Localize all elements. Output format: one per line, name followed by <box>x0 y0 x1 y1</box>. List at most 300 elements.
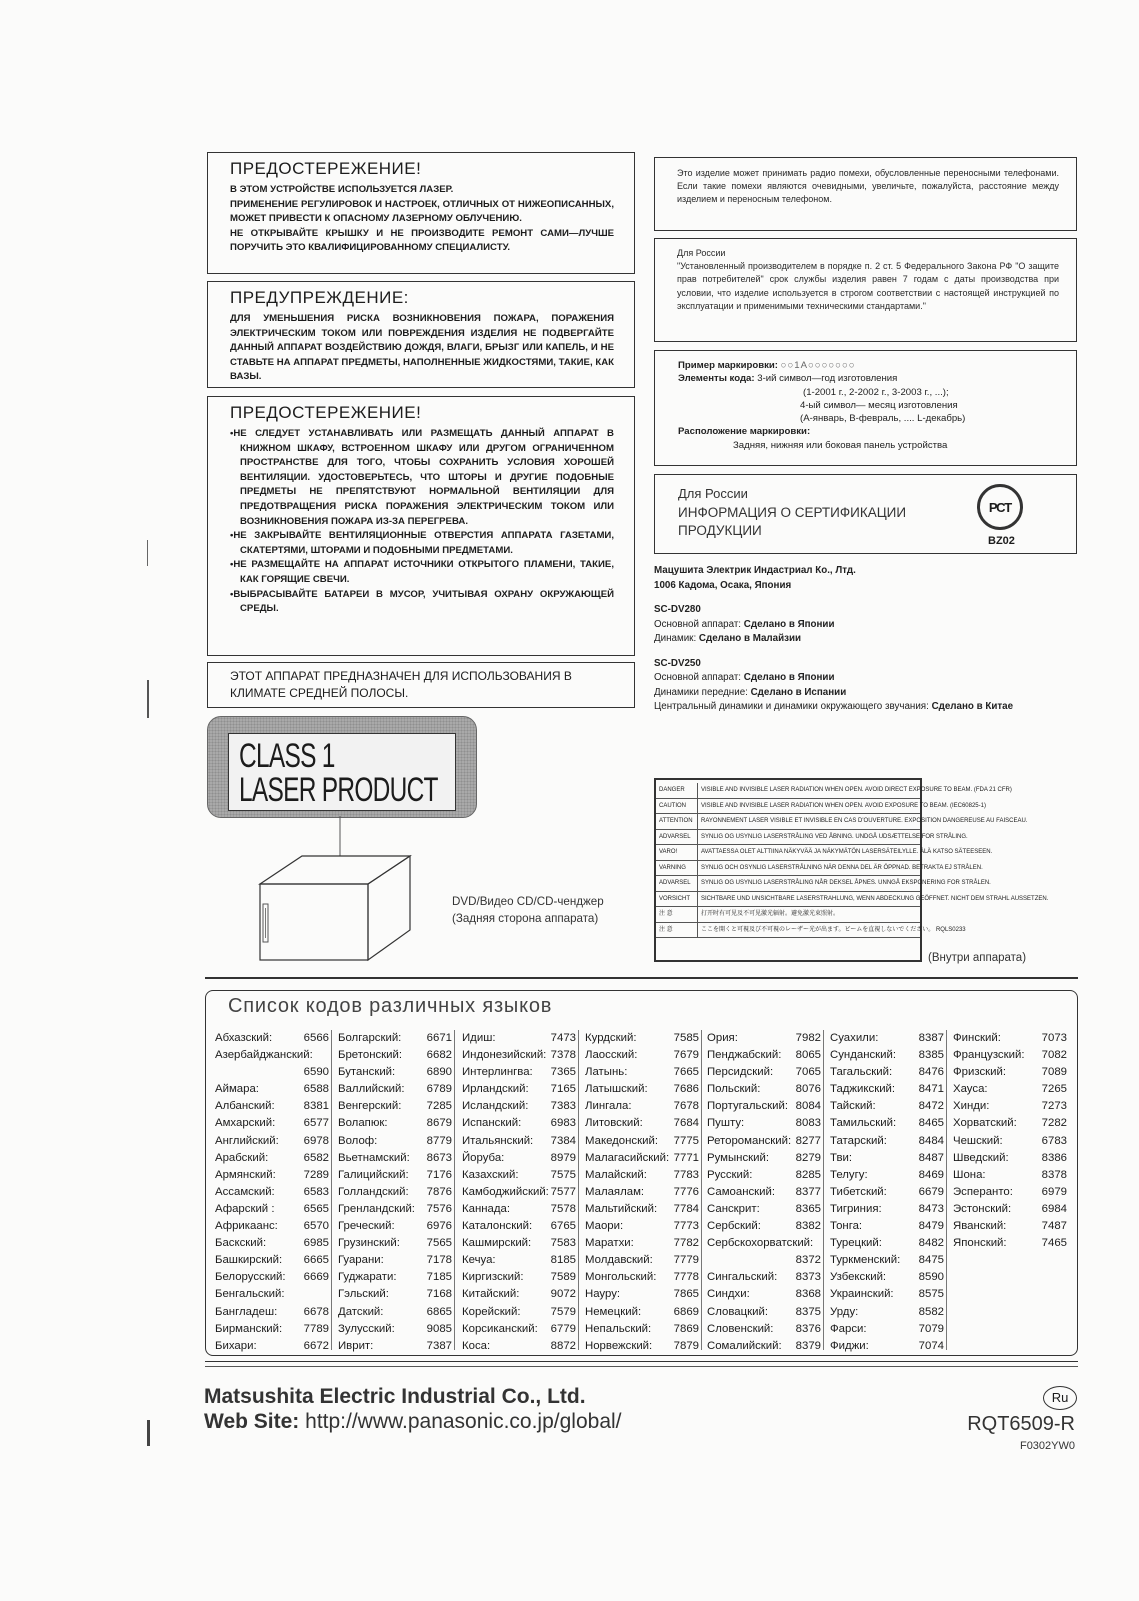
language-name: Малайский: <box>585 1168 647 1181</box>
language-column <box>213 1030 332 1350</box>
language-name: Аймара: <box>215 1083 259 1096</box>
marking-elements-line: 4-ый символ— месяц изготовления <box>800 399 958 411</box>
laser-warning-row <box>656 799 986 815</box>
warning-box <box>207 281 635 388</box>
language-name: Идиш: <box>462 1032 496 1044</box>
language-row <box>828 1030 946 1047</box>
language-code: 8376 <box>795 1322 821 1335</box>
language-name: Словацкий: <box>707 1305 768 1318</box>
language-code: 7876 <box>426 1185 452 1198</box>
laser-warning-caption: (Внутри аппарата) <box>928 952 1027 964</box>
laser-warning-key: VARNING <box>656 861 698 876</box>
language-row <box>213 1081 331 1098</box>
language-code: 8476 <box>918 1066 944 1079</box>
language-name: Зулусский: <box>338 1322 395 1335</box>
language-name: Белорусский: <box>215 1271 286 1284</box>
language-code: 8382 <box>795 1220 821 1233</box>
rst-logo-text: РСТ <box>988 499 1012 515</box>
language-code: 6985 <box>303 1237 329 1250</box>
language-row <box>951 1218 1069 1235</box>
language-code: 8465 <box>918 1117 944 1130</box>
language-code: 7074 <box>918 1339 944 1352</box>
language-row <box>213 1252 331 1269</box>
language-row <box>213 1235 331 1252</box>
language-row <box>828 1064 946 1081</box>
language-code: 8379 <box>795 1339 821 1352</box>
language-code: 6765 <box>550 1220 576 1233</box>
language-row <box>460 1115 578 1132</box>
warning-text: ДЛЯ УМЕНЬШЕНИЯ РИСКА ВОЗНИКНОВЕНИЯ ПОЖАРА, ПОРАЖЕНИЯ ЭЛЕКТРИЧЕСКИМ ТОКОМ ИЛИ ПОВРЕЖДЕНИЯ ИЗДЕЛИЯ НЕ ПОДВЕРГАЙТЕ ДАННЫЙ АППАРАТ ВОЗДЕЙСТВИЮ ДОЖДЯ, ВЛАГИ, БРЫЗГ ИЛИ КАПЕЛЬ, И НЕ СТАВЬТЕ НА АППАРАТ ПРЕДМЕТЫ, НАПОЛНЕННЫЕ ЖИДКОСТЯМИ, ТАКИЕ, КАК ВАЗЫ. <box>230 313 614 383</box>
laser-warning-row <box>656 830 968 846</box>
language-code: 7176 <box>426 1168 452 1181</box>
maker-line2: 1006 Кадома, Осака, Япония <box>654 579 792 591</box>
language-name: Латынь: <box>585 1066 628 1079</box>
language-code: 7771 <box>673 1151 699 1164</box>
language-name: Абхазский: <box>215 1032 273 1044</box>
laser-class-inner <box>228 733 456 811</box>
language-name: Польский: <box>707 1083 761 1096</box>
language-name: Гуарани: <box>338 1254 384 1267</box>
language-code: 7585 <box>673 1032 699 1044</box>
language-name: Тагальский: <box>830 1066 893 1079</box>
language-code: 6869 <box>673 1305 699 1318</box>
laser-warning-text: VISIBLE AND INVISIBLE LASER RADIATION WHEN OPEN. AVOID EXPOSURE TO BEAM. (IEC60825-1) <box>701 802 986 809</box>
language-code: 7178 <box>426 1254 452 1267</box>
language-name: Албанский: <box>215 1100 275 1113</box>
language-code: 7782 <box>673 1237 699 1250</box>
language-code: 7282 <box>1041 1117 1067 1130</box>
language-code: 6865 <box>426 1305 452 1318</box>
language-code: 7679 <box>673 1049 699 1062</box>
language-name: Македонский: <box>585 1134 658 1147</box>
language-name: Маратхи: <box>585 1237 634 1250</box>
laser-class-label <box>207 716 477 818</box>
language-row <box>460 1047 578 1064</box>
language-row <box>951 1184 1069 1201</box>
language-code: 7073 <box>1041 1032 1067 1044</box>
language-row <box>705 1167 823 1184</box>
document-subcode: F0302YW0 <box>1019 1440 1075 1452</box>
language-name: Камбоджийский: <box>462 1185 549 1198</box>
language-code: 8473 <box>918 1202 944 1215</box>
language-code: 7273 <box>1041 1100 1067 1113</box>
laser-warning-text: SICHTBARE UND UNSICHTBARE LASERSTRAHLUNG, WENN ABDECKUNG GEÖFFNET. NICHT DEM STRAHL AUSSETZEN. <box>701 895 1049 902</box>
language-code: 6577 <box>303 1117 329 1130</box>
language-code: 7168 <box>426 1288 452 1301</box>
language-code: 8779 <box>426 1134 452 1147</box>
language-name: Кечуа: <box>462 1254 496 1267</box>
caution-list <box>230 427 614 617</box>
language-row <box>460 1304 578 1321</box>
language-row <box>460 1218 578 1235</box>
language-name: Фарси: <box>830 1322 867 1335</box>
language-code: 8575 <box>918 1288 944 1301</box>
language-code: 7982 <box>795 1032 821 1044</box>
language-name: Маори: <box>585 1220 624 1233</box>
language-code: 8277 <box>795 1134 821 1147</box>
section-divider <box>205 977 1078 979</box>
language-name: Венгерский: <box>338 1100 402 1113</box>
section-divider-bottom <box>205 1361 1078 1367</box>
language-row <box>828 1047 946 1064</box>
language-code: 8084 <box>795 1100 821 1113</box>
language-code: 7082 <box>1041 1049 1067 1062</box>
language-row <box>336 1304 454 1321</box>
language-row <box>583 1235 701 1252</box>
language-code: 8368 <box>795 1288 821 1301</box>
language-row <box>336 1252 454 1269</box>
language-row <box>336 1269 454 1286</box>
language-row <box>951 1081 1069 1098</box>
language-name: Фризский: <box>953 1066 1007 1079</box>
language-code: 7289 <box>303 1168 329 1181</box>
language-code: 6672 <box>303 1339 329 1352</box>
language-row <box>705 1115 823 1132</box>
language-row <box>336 1167 454 1184</box>
language-row <box>583 1321 701 1338</box>
language-row <box>460 1133 578 1150</box>
caution-laser-line: В ЭТОМ УСТРОЙСТВЕ ИСПОЛЬЗУЕТСЯ ЛАЗЕР. <box>230 184 454 195</box>
language-row <box>828 1218 946 1235</box>
language-code: 8979 <box>550 1151 576 1164</box>
language-row <box>460 1338 578 1355</box>
language-code: 9072 <box>550 1288 576 1301</box>
language-code: 8469 <box>918 1168 944 1181</box>
language-name: Африкаанс: <box>215 1220 278 1233</box>
caution-laser-line: НЕ ОТКРЫВАЙТЕ КРЫШКУ И НЕ ПРОИЗВОДИТЕ РЕМОНТ САМИ—ЛУЧШЕ ПОРУЧИТЬ ЭТО КВАЛИФИЦИРОВАННОМУ СПЕЦИАЛИСТУ. <box>230 227 614 254</box>
language-row <box>951 1115 1069 1132</box>
language-code: 6570 <box>303 1220 329 1233</box>
language-name: Бенгальский: <box>215 1288 285 1301</box>
language-row <box>336 1133 454 1150</box>
language-name: Турецкий: <box>830 1237 882 1250</box>
region-badge <box>1043 1386 1077 1410</box>
language-name: Финский: <box>953 1032 1001 1044</box>
service-life-text: "Установленный производителем в порядке п. 2 ст. 5 Федерального Закона РФ "О защите прав потребителей" срок службы изделия равен 7 годам с даты производства при условии, что изделие используется в строгом соответствии с настоящей инструкцией по эксплуатации и применимыми техническими стандартами." <box>677 261 1059 311</box>
marking-location-label: Расположение маркировки: <box>678 426 811 438</box>
laser-warning-key: ADVARSEL <box>656 876 698 891</box>
model1-row: Основной аппарат: Сделано в Японии <box>654 618 835 630</box>
language-name: Сомалийский: <box>707 1339 782 1352</box>
device-caption-line1: DVD/Видео CD/CD-ченджер <box>452 895 604 908</box>
footer-web <box>204 1410 622 1434</box>
language-name: Греческий: <box>338 1220 395 1233</box>
language-row <box>705 1081 823 1098</box>
language-name: Персидский: <box>707 1066 774 1079</box>
language-name: Корсиканский: <box>462 1322 538 1335</box>
language-code: 8386 <box>1041 1151 1067 1164</box>
language-code: 6671 <box>426 1032 452 1044</box>
service-life-heading: Для России <box>677 248 726 258</box>
language-row <box>213 1304 331 1321</box>
language-name: Бретонский: <box>338 1049 403 1062</box>
margin-mark <box>147 680 149 718</box>
language-row <box>583 1150 701 1167</box>
language-row <box>828 1252 946 1269</box>
caution-laser-box <box>207 152 635 274</box>
language-row <box>213 1098 331 1115</box>
language-row <box>828 1081 946 1098</box>
language-code: 8076 <box>795 1083 821 1096</box>
language-name: Урду: <box>830 1305 859 1318</box>
language-name: Самоанский: <box>707 1185 776 1198</box>
language-row <box>705 1201 823 1218</box>
climate-text: ЭТОТ АППАРАТ ПРЕДНАЗНАЧЕН ДЛЯ ИСПОЛЬЗОВАНИЯ В КЛИМАТЕ СРЕДНЕЙ ПОЛОСЫ. <box>230 669 572 700</box>
language-row <box>828 1098 946 1115</box>
language-row <box>213 1286 331 1303</box>
laser-warning-row <box>656 783 1012 799</box>
language-row <box>336 1115 454 1132</box>
language-row <box>705 1252 823 1269</box>
language-name: Мальтийский: <box>585 1202 658 1215</box>
language-code: 7684 <box>673 1117 699 1130</box>
language-name: Гуджарати: <box>338 1271 397 1284</box>
language-code: 7473 <box>550 1032 576 1044</box>
climate-box <box>207 662 635 708</box>
language-code: 7185 <box>426 1271 452 1284</box>
language-code: 8377 <box>795 1185 821 1198</box>
language-name: Шона: <box>953 1168 986 1181</box>
laser-warning-key: VARO! <box>656 845 698 860</box>
language-code: 7665 <box>673 1066 699 1079</box>
language-code: 6890 <box>426 1066 452 1079</box>
laser-warning-text: SYNLIG OCH OSYNLIG LASERSTRÅLNING NÄR DENNA DEL ÄR ÖPPNAD. BETRAKTA EJ STRÅLEN. <box>701 864 983 871</box>
language-code: 7576 <box>426 1202 452 1215</box>
language-column <box>583 1030 702 1350</box>
language-name: Телугу: <box>830 1168 868 1181</box>
model2-row: Основной аппарат: Сделано в Японии <box>654 672 835 683</box>
language-code: 8872 <box>550 1339 576 1352</box>
language-name: Волапюк: <box>338 1117 388 1130</box>
certification-line1: ИНФОРМАЦИЯ О СЕРТИФИКАЦИИ <box>678 505 907 520</box>
language-name: Норвежский: <box>585 1339 653 1352</box>
language-row <box>213 1133 331 1150</box>
language-code: 7089 <box>1041 1066 1067 1079</box>
laser-warning-text: SYNLIG OG USYNLIG LASERSTRÅLING VED ÅBNING. UNDGÅ UDSÆTTELSE FOR STRÅLING. <box>701 833 968 840</box>
language-code: 6979 <box>1041 1185 1067 1198</box>
language-row <box>583 1252 701 1269</box>
laser-warning-key: VORSICHT <box>656 892 698 907</box>
language-row <box>705 1304 823 1321</box>
language-code: 7365 <box>550 1066 576 1079</box>
language-code: 6783 <box>1041 1134 1067 1147</box>
language-row <box>213 1150 331 1167</box>
laser-warning-row <box>656 845 993 861</box>
language-name: Датский: <box>338 1305 384 1318</box>
warning-title: ПРЕДУПРЕЖДЕНИЕ: <box>230 288 409 307</box>
language-code: 7285 <box>426 1100 452 1113</box>
language-row <box>705 1218 823 1235</box>
laser-warning-row <box>656 876 991 892</box>
language-code: 8065 <box>795 1049 821 1062</box>
language-name: Сунданский: <box>830 1049 897 1062</box>
language-code: 8582 <box>918 1305 944 1318</box>
language-code: 7789 <box>303 1322 329 1335</box>
language-name: Хинди: <box>953 1100 990 1113</box>
language-code: 8375 <box>795 1305 821 1318</box>
language-name: Интерлингва: <box>462 1066 533 1079</box>
document-code: RQT6509-R <box>967 1413 1075 1435</box>
marking-elements-line: 3-ий символ—год изготовления <box>757 373 898 385</box>
laser-warning-text: AVATTAESSA OLET ALTTIINA NÄKYVÄÄ JA NÄKYMÄTÖN LASERSÄTEILYLLE. ÄLÄ KATSO SÄTEESEEN. <box>701 849 993 855</box>
language-row <box>828 1235 946 1252</box>
language-codes-title: Список кодов различных языков <box>228 995 553 1017</box>
language-name: Баскский: <box>215 1237 267 1250</box>
language-code: 6583 <box>303 1185 329 1198</box>
language-code: 8484 <box>918 1134 944 1147</box>
marking-elements-line: (А-январь, В-февраль, .... L-декабрь) <box>800 413 966 425</box>
language-row <box>951 1047 1069 1064</box>
model2-name: SC-DV250 <box>654 657 701 669</box>
language-name: Эсперанто: <box>953 1185 1013 1198</box>
language-name: Хауса: <box>953 1083 988 1096</box>
language-row <box>828 1269 946 1286</box>
language-row <box>828 1286 946 1303</box>
language-row <box>336 1218 454 1235</box>
language-name: Итальянский: <box>462 1134 534 1147</box>
caution-item: • НЕ СЛЕДУЕТ УСТАНАВЛИВАТЬ ИЛИ РАЗМЕЩАТЬ ДАННЫЙ АППАРАТ В КНИЖНОМ ШКАФУ, ВСТРОЕННОМ ШКАФУ ИЛИ ДРУГОМ ОГРАНИЧЕННОМ ПРОСТРАНСТВЕ ДЛЯ ТОГО, ЧТОБЫ СОХРАНИТЬ УСЛОВИЯ ХОРОШЕЙ ВЕНТИЛЯЦИИ. УДОСТОВЕРЬТЕСЬ, ЧТО ШТОРЫ И ДРУГИЕ ПОДОБНЫЕ ПРЕДМЕТЫ НЕ ПРЕПЯТСТВУЮТ НОРМАЛЬНОЙ ВЕНТИЛЯЦИИ ДЛЯ ПРЕДОТВРАЩЕНИЯ РИСКА ПОРАЖЕНИЯ ЭЛЕКТРИЧЕСКИМ ТОКОМ ИЛИ ВОЗНИКНОВЕНИЯ ПОЖАРА ИЗ-ЗА ПЕРЕГРЕВА. <box>230 427 614 529</box>
laser-class-line2: LASER PRODUCT <box>239 771 438 809</box>
language-name: Испанский: <box>462 1117 522 1130</box>
caution-item: • ВЫБРАСЫВАЙТЕ БАТАРЕИ В МУСОР, УЧИТЫВАЯ ОХРАНУ ОКРУЖАЮЩЕЙ СРЕДЫ. <box>230 588 614 617</box>
language-name: Малагасийский: <box>585 1151 670 1164</box>
device-caption-line2: (Задняя сторона аппарата) <box>452 912 599 925</box>
language-row <box>583 1030 701 1047</box>
laser-warning-row <box>656 892 1049 908</box>
language-code: 7686 <box>673 1083 699 1096</box>
language-code: 7387 <box>426 1339 452 1352</box>
language-code: 7487 <box>1041 1220 1067 1233</box>
language-row <box>951 1235 1069 1252</box>
language-name: Японский: <box>953 1237 1007 1250</box>
language-code: 8479 <box>918 1220 944 1233</box>
language-row <box>705 1064 823 1081</box>
footer-company: Matsushita Electric Industrial Co., Ltd. <box>204 1385 586 1408</box>
language-code: 7384 <box>550 1134 576 1147</box>
language-name: Чешский: <box>953 1134 1003 1147</box>
language-row <box>213 1269 331 1286</box>
language-name: Туркменский: <box>830 1254 901 1267</box>
language-row <box>213 1201 331 1218</box>
language-code: 6789 <box>426 1083 452 1096</box>
language-name: Гренландский: <box>338 1202 415 1215</box>
language-row <box>460 1269 578 1286</box>
language-row <box>460 1235 578 1252</box>
language-name: Тамильский: <box>830 1117 897 1130</box>
language-column <box>460 1030 579 1350</box>
language-name: Йоруба: <box>462 1151 505 1164</box>
language-name: Бангладеш: <box>215 1305 278 1318</box>
language-code: 8381 <box>303 1100 329 1113</box>
footer-web-label: Web Site: <box>204 1410 300 1433</box>
language-code: 6978 <box>303 1134 329 1147</box>
language-row <box>828 1167 946 1184</box>
language-row <box>460 1098 578 1115</box>
language-row <box>213 1218 331 1235</box>
language-row <box>213 1115 331 1132</box>
language-code: 8279 <box>795 1151 821 1164</box>
language-name: Монгольский: <box>585 1271 657 1284</box>
language-row <box>951 1201 1069 1218</box>
language-row <box>705 1321 823 1338</box>
language-name: Латышский: <box>585 1083 648 1096</box>
language-code: 7579 <box>550 1305 576 1318</box>
language-code: 7378 <box>550 1049 576 1062</box>
language-row <box>213 1047 331 1064</box>
language-name: Волоф: <box>338 1134 378 1147</box>
language-row <box>336 1150 454 1167</box>
language-row <box>828 1201 946 1218</box>
language-name: Русский: <box>707 1168 753 1181</box>
margin-mark <box>147 1420 150 1446</box>
language-row <box>213 1184 331 1201</box>
language-row <box>828 1133 946 1150</box>
language-row <box>583 1167 701 1184</box>
service-life-box <box>654 238 1077 342</box>
language-code: 8482 <box>918 1237 944 1250</box>
laser-warning-text: 打开时有可见及不可见激光辐射。避免激光束照射。 <box>701 911 840 917</box>
language-name: Валлийский: <box>338 1083 405 1096</box>
device-caption <box>452 893 604 927</box>
language-name: Фиджи: <box>830 1339 869 1352</box>
certification-box <box>654 474 1077 554</box>
language-code: 8471 <box>918 1083 944 1096</box>
language-row <box>336 1081 454 1098</box>
language-name: Санскрит: <box>707 1202 760 1215</box>
language-code: 8083 <box>795 1117 821 1130</box>
radio-notice-box <box>654 157 1077 231</box>
laser-class-line1: CLASS 1 <box>239 737 335 775</box>
language-name: Тигриния: <box>830 1202 882 1215</box>
language-code: 7778 <box>673 1271 699 1284</box>
language-code: 7784 <box>673 1202 699 1215</box>
language-name: Украинский: <box>830 1288 894 1301</box>
language-row <box>583 1098 701 1115</box>
language-code: 6566 <box>303 1032 329 1044</box>
language-name: Голландский: <box>338 1185 409 1198</box>
language-name: Курдский: <box>585 1032 637 1044</box>
laser-warning-text: ここを開くと可視及び不可視のレーザー光が出ます。ビームを直視しないでください。 RQLS0233 <box>701 926 966 933</box>
language-row <box>828 1184 946 1201</box>
language-code: 8487 <box>918 1151 944 1164</box>
language-name: Непальский: <box>585 1322 652 1335</box>
laser-warning-key: CAUTION <box>656 799 698 814</box>
language-row <box>336 1201 454 1218</box>
language-name: Армянский: <box>215 1168 276 1181</box>
language-code: 6582 <box>303 1151 329 1164</box>
marking-elements <box>678 372 965 385</box>
language-row <box>828 1321 946 1338</box>
language-code: 7879 <box>673 1339 699 1352</box>
language-row <box>583 1218 701 1235</box>
language-code: 9085 <box>426 1322 452 1335</box>
language-name: Литовский: <box>585 1117 643 1130</box>
language-name: Ория: <box>707 1032 738 1044</box>
language-row <box>705 1235 823 1252</box>
language-code: 7783 <box>673 1168 699 1181</box>
language-name: Галицийский: <box>338 1168 409 1181</box>
language-code: 7265 <box>1041 1083 1067 1096</box>
language-row <box>705 1184 823 1201</box>
language-code: 7776 <box>673 1185 699 1198</box>
language-code: 8373 <box>795 1271 821 1284</box>
language-name: Китайский: <box>462 1288 520 1301</box>
laser-warning-text: VISIBLE AND INVISIBLE LASER RADIATION WHEN OPEN. AVOID DIRECT EXPOSURE TO BEAM. (FDA 21 CFR) <box>701 787 1012 793</box>
language-code: 7583 <box>550 1237 576 1250</box>
language-code: 7577 <box>550 1185 576 1198</box>
language-code: 6682 <box>426 1049 452 1062</box>
language-code: 8385 <box>918 1049 944 1062</box>
